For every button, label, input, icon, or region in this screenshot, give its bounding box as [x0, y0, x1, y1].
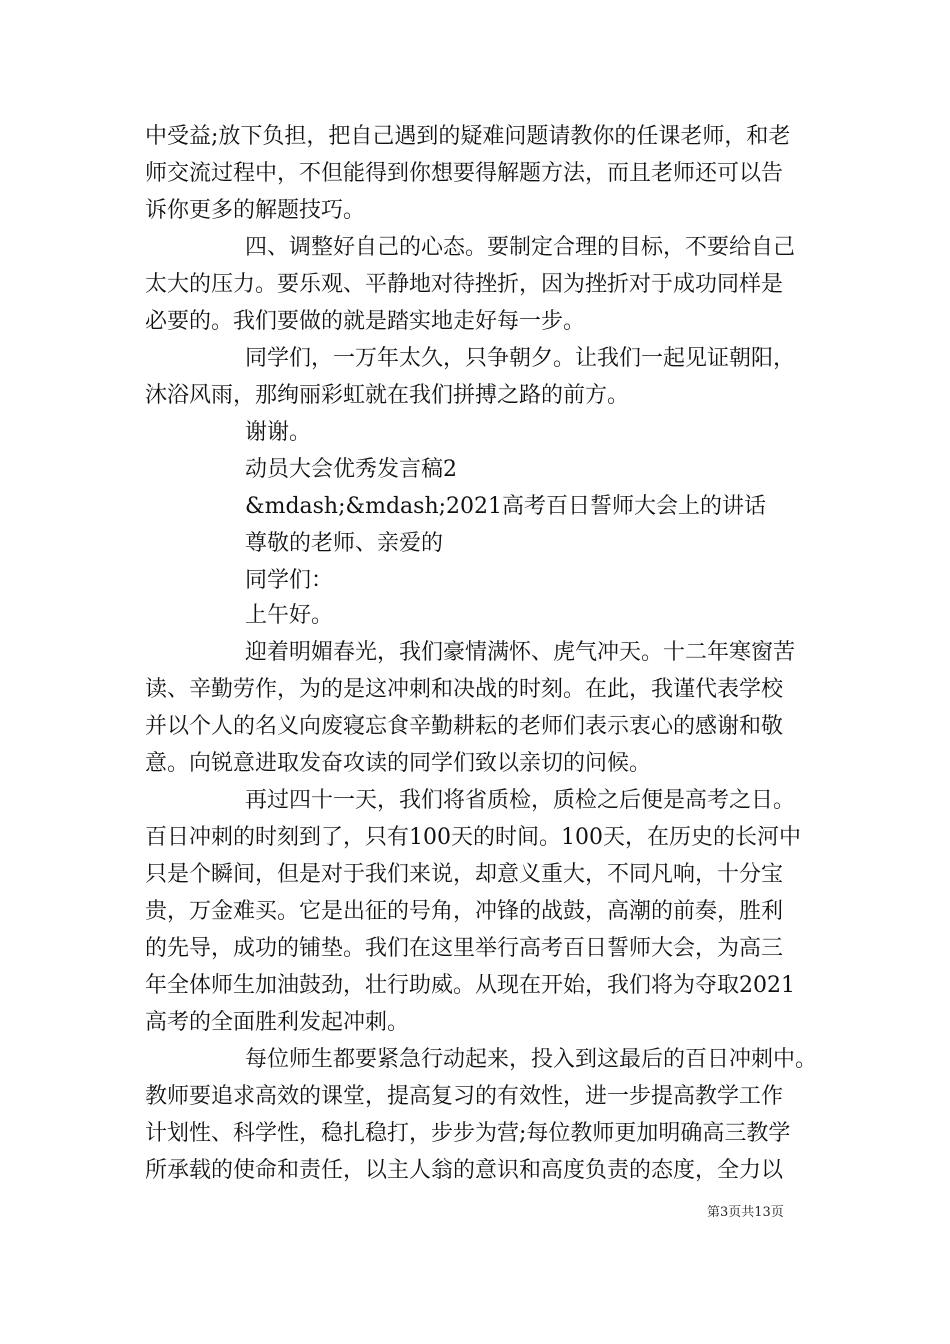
text-line: 太大的压力。要乐观、平静地对待挫折，因为挫折对于成功同样是	[145, 272, 784, 297]
text-line: 再过四十一天，我们将省质检，质检之后便是高考之日。	[245, 788, 796, 813]
text-line: 并以个人的名义向废寝忘食辛勤耕耘的老师们表示衷心的感谢和敬	[145, 714, 784, 739]
text-line: 教师要追求高效的课堂，提高复习的有效性，进一步提高教学工作	[145, 1084, 784, 1109]
text-line: 只是个瞬间，但是对于我们来说，却意义重大，不同凡响，十分宝	[145, 862, 784, 887]
text-line: 迎着明媚春光，我们豪情满怀、虎气冲天。十二年寒窗苦	[245, 640, 796, 665]
salutation-line: 同学们：	[245, 568, 334, 593]
greeting-line: 上午好。	[245, 603, 334, 628]
text-line: 的先导，成功的铺垫。我们在这里举行高考百日誓师大会，为高三	[145, 936, 784, 961]
text-line: 百日冲刺的时刻到了，只有100天的时间。100天，在历史的长河中	[145, 825, 801, 850]
text-line: 四、调整好自己的心态。要制定合理的目标，不要给自己	[245, 235, 796, 260]
text-line: 沐浴风雨，那绚丽彩虹就在我们拼搏之路的前方。	[145, 383, 630, 408]
section-subtitle: &mdash;&mdash;2021高考百日誓师大会上的讲话	[245, 494, 767, 519]
page-number-footer: 第3页共13页	[707, 1205, 784, 1220]
text-line: 计划性、科学性，稳扎稳打，步步为营;每位教师更加明确高三教学	[145, 1121, 791, 1146]
text-line: 年全体师生加油鼓劲，壮行助威。从现在开始，我们将为夺取2021	[145, 973, 795, 998]
text-line: 必要的。我们要做的就是踏实地走好每一步。	[145, 309, 586, 334]
text-line: 读、辛勤劳作，为的是这冲刺和决战的时刻。在此，我谨代表学校	[145, 677, 784, 702]
salutation-line: 尊敬的老师、亲爱的	[245, 531, 444, 556]
text-line: 谢谢。	[245, 420, 312, 445]
text-line: 意。向锐意进取发奋攻读的同学们致以亲切的问候。	[145, 751, 652, 776]
text-line: 高考的全面胜利发起冲刺。	[145, 1010, 410, 1035]
text-line: 中受益;放下负担，把自己遇到的疑难问题请教你的任课老师，和老	[145, 124, 791, 149]
text-line: 师交流过程中，不但能得到你想要得解题方法，而且老师还可以告	[145, 161, 784, 186]
section-title: 动员大会优秀发言稿2	[245, 457, 457, 482]
text-line: 每位师生都要紧急行动起来，投入到这最后的百日冲刺中。	[245, 1047, 818, 1072]
text-line: 所承载的使命和责任，以主人翁的意识和高度负责的态度，全力以	[145, 1158, 784, 1183]
text-line: 诉你更多的解题技巧。	[145, 198, 366, 223]
text-line: 同学们，一万年太久，只争朝夕。让我们一起见证朝阳，	[245, 346, 796, 371]
text-line: 贵，万金难买。它是出征的号角，冲锋的战鼓，高潮的前奏，胜利	[145, 899, 784, 924]
